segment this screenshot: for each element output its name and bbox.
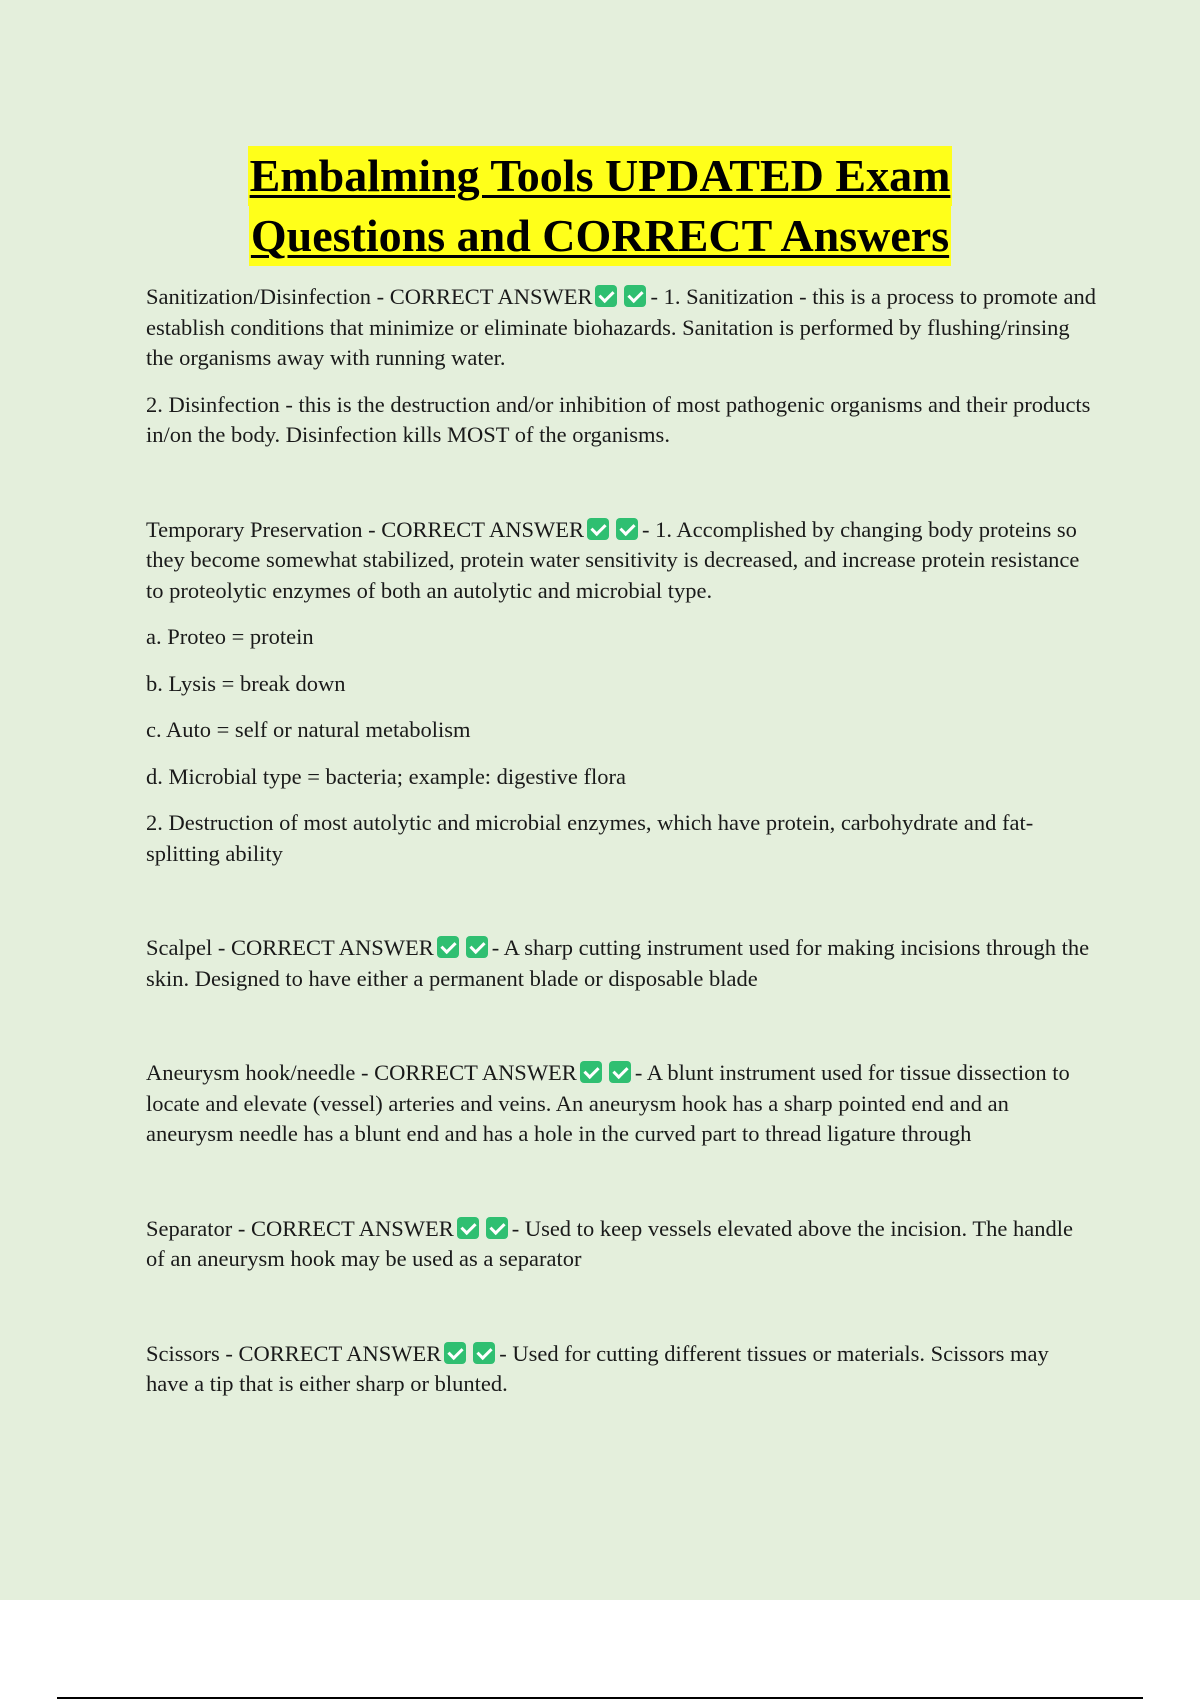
qa-entry-lead — [146, 933, 1096, 994]
title-line-1: Embalming Tools UPDATED Exam — [248, 146, 953, 206]
qa-answer-text: - A sharp cutting instrument used for making incisions through the skin. Designed to have either a permanent blade or disposable blade — [146, 935, 1090, 991]
qa-entry — [146, 1214, 1096, 1275]
correct-answer-label: - CORRECT ANSWER — [225, 1340, 442, 1366]
qa-entry — [146, 282, 1096, 451]
qa-term: Aneurysm hook/needle — [146, 1060, 356, 1085]
qa-answer-paragraph: d. Microbial type = bacteria; example: digestive flora — [146, 763, 627, 789]
check-mark-icon — [587, 518, 609, 540]
qa-entry — [146, 515, 1096, 870]
qa-answer-paragraph: 2. Destruction of most autolytic and microbial enzymes, which have protein, carbohydrate and fat-splitting ability — [146, 810, 1034, 866]
correct-answer-label: - CORRECT ANSWER — [237, 1215, 454, 1241]
qa-answer-paragraph: c. Auto = self or natural metabolism — [146, 717, 471, 742]
qa-entry-lead — [146, 282, 1096, 374]
qa-entry — [146, 933, 1096, 994]
qa-term: Scissors — [146, 1340, 220, 1366]
qa-list — [146, 282, 1096, 1400]
check-mark-icon — [444, 1342, 466, 1364]
qa-answer-text: - 1. Accomplished by changing body proteins so they become somewhat stabilized, protein water sensitivity is decreased, and increase protein resistance to proteolytic enzymes of both an autolytic and microbial type. — [146, 516, 1080, 603]
qa-answer-paragraph: 2. Disinfection - this is the destruction and/or inhibition of most pathogenic organisms and their products in/on the body. Disinfection kills MOST of the organisms. — [146, 391, 1091, 447]
correct-answer-label: - CORRECT ANSWER — [376, 284, 593, 309]
title-line-2: Questions and CORRECT Answers — [249, 206, 951, 266]
qa-term: Separator — [146, 1215, 233, 1241]
qa-entry — [146, 1339, 1096, 1400]
qa-entry-lead — [146, 515, 1096, 607]
qa-term: Sanitization/Disinfection — [146, 284, 371, 309]
qa-entry-lead — [146, 1214, 1096, 1275]
qa-answer-text: - Used to keep vessels elevated above the incision. The handle of an aneurysm hook may be used as a separator — [146, 1215, 1073, 1271]
qa-answer-text: - 1. Sanitization - this is a process to promote and establish conditions that minimize or eliminate biohazards. Sanitation is performed by flushing/rinsing the organisms away with running water. — [146, 284, 1096, 370]
qa-term: Temporary Preservation — [146, 516, 363, 542]
check-mark-icon — [616, 518, 638, 540]
qa-answer-text: - A blunt instrument used for tissue dissection to locate and elevate (vessel) arteries and veins. An aneurysm hook has a sharp pointed end and an aneurysm needle has a blunt end and has a hole in the curved part to thread ligature through — [146, 1060, 1070, 1146]
correct-answer-label: - CORRECT ANSWER — [217, 935, 434, 960]
check-mark-icon — [437, 936, 459, 958]
check-mark-icon — [473, 1342, 495, 1364]
check-mark-icon — [609, 1061, 631, 1083]
check-mark-icon — [457, 1217, 479, 1239]
check-mark-icon — [595, 285, 617, 307]
document-title — [0, 146, 1200, 266]
correct-answer-label: - CORRECT ANSWER — [360, 1060, 577, 1085]
check-mark-icon — [486, 1217, 508, 1239]
qa-term: Scalpel — [146, 935, 213, 960]
qa-entry — [146, 1058, 1096, 1150]
check-mark-icon — [580, 1061, 602, 1083]
qa-entry-lead — [146, 1339, 1096, 1400]
check-mark-icon — [624, 285, 646, 307]
qa-answer-text: - Used for cutting different tissues or materials. Scissors may have a tip that is either sharp or blunted. — [146, 1340, 1049, 1396]
correct-answer-label: - CORRECT ANSWER — [368, 516, 584, 542]
qa-answer-paragraph: b. Lysis = break down — [146, 670, 346, 696]
qa-answer-paragraph: a. Proteo = protein — [146, 624, 314, 649]
footer-divider — [57, 1697, 1143, 1699]
qa-entry-lead — [146, 1058, 1096, 1150]
check-mark-icon — [466, 936, 488, 958]
